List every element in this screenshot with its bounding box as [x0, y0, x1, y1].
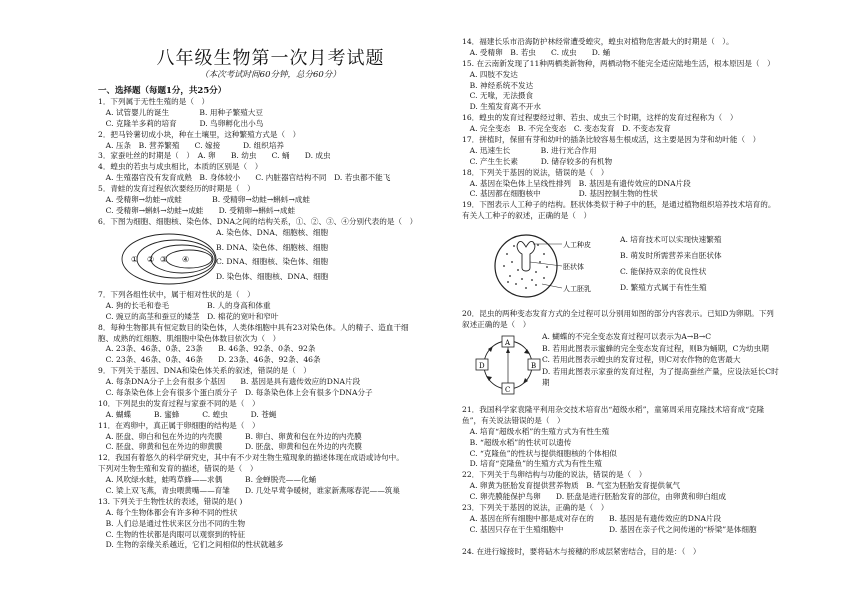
artificial-seed-diagram — [492, 232, 612, 300]
stage-label: B — [531, 362, 537, 370]
oval-label: ③ — [160, 255, 168, 264]
text-line: C. 生物的性状都是肉眼可以观察到的特征 — [98, 529, 246, 539]
text-line: 10．下列昆虫的发育过程与家蚕不同的是（ ） — [98, 398, 260, 408]
option: D. 染色体、细胞核、DNA、细胞 — [216, 271, 329, 281]
text-line: C. 豌豆的高茎和蚕豆的矮茎 D. 棉花的宽叶和窄叶 — [98, 311, 279, 321]
option: A. 染色体、DNA、细胞核、细胞 — [216, 228, 329, 237]
page-title: 八年级生物第一次月考试题 — [156, 48, 385, 69]
option: 期 — [542, 378, 550, 388]
option: D. 若用此图表示家蚕的发育过程，为了提高蚕丝产量，应设法延长C时 — [542, 366, 779, 376]
oval-label: ④ — [182, 255, 190, 264]
stage-label: D — [479, 362, 485, 370]
question-block-14-19 — [462, 37, 775, 222]
q6-options — [216, 226, 328, 284]
option: C. DNA、细胞核、染色体、细胞 — [216, 257, 329, 266]
text-line: A. 试管婴儿的诞生 B. 用种子繁殖大豆 — [98, 107, 263, 117]
text-line: D. 生物的亲缘关系越近，它们之间相似的性状就越多 — [98, 540, 284, 550]
text-line: 15. 在云南新发现了11种两栖类新物种，两栖动物不能完全适应陆地生活，根本原因是（ ） — [462, 58, 775, 68]
text-line: C. 产生生长素 D. 储存较多的有机物 — [462, 156, 613, 166]
text-line: A. 基因在染色体上呈线性排列 B. 基因是有遗传效应的DNA片段 — [462, 178, 691, 188]
text-line: 11．在鸡卵中，真正属于卵细胞的结构是（ ） — [98, 420, 260, 430]
text-line: 5．青蛙的发育过程依次要经历的时期是（ ） — [98, 184, 255, 194]
text-line: D. 培育“克隆鱼”的生殖方式为有性生殖 — [462, 459, 602, 469]
nested-ovals-diagram — [120, 232, 218, 286]
text-line: 叙述正确的是（ ） — [462, 319, 531, 329]
text-line: 2．把马铃薯切成小块，种在土壤里，这种繁殖方式是（ ） — [98, 129, 301, 139]
text-line: 4．蝗虫的若虫与成虫相比，本质的区别是（ ） — [98, 162, 263, 172]
text-line: 6．下图为细胞、细胞核、染色体、DNA之间的结构关系，①、②、③、④分别代表的是（ ） — [98, 216, 418, 226]
text-line: A. 基因在所有细胞中都是成对存在的 B. 基因是有遗传效应的DNA片段 — [462, 513, 722, 523]
text-line: 13. 下列关于生物性状的表述，错误的是( ) — [98, 496, 243, 506]
question-block-1-6 — [98, 97, 417, 228]
text-line: A. 狗的长毛和卷毛 B. 人的身高和体重 — [98, 300, 271, 310]
text-line: D. 生殖发育离不开水 — [462, 102, 541, 112]
text-line: A. 卵黄为胚胎发育提供营养物质 B. 气室为胚胎发育提供氧气 — [462, 481, 681, 491]
text-line: A. 生殖器官没有发育成熟 B. 身体较小 C. 内脏器官结构不同 D. 若虫都不能飞 — [98, 173, 391, 183]
text-line: 24. 在进行嫁接时，要将砧木与接穗的形成层紧密结合，目的是：（ ） — [462, 546, 701, 556]
stage-label: A — [505, 339, 511, 347]
text-line: A. 迅速生长 B. 进行光合作用 — [462, 145, 597, 155]
text-line: C. 梁上双飞燕，青虫喂黄嘴——育雏 D. 几处早莺争暖树，谁家新燕啄春泥——筑巢 — [98, 486, 400, 496]
option: A. 蝴蝶的不完全变态发育过程可以表示为A→B→C — [542, 332, 712, 341]
option: C. 能保持双亲的优良性状 — [620, 267, 707, 276]
text-line: 下列对生物生殖和发育的描述，错误的是（ ） — [98, 464, 258, 474]
text-line: C. 受精卵→蝌蚪→幼蛙→成蛙 D. 受精卵→蝌蚪→成蛙 — [98, 205, 296, 215]
text-line: 21．我国科学家袁隆平利用杂交技术培育出“超级水稻”，童第周采用克隆技术培育成“克隆 — [462, 405, 765, 414]
text-line: 鱼”，有关说法错误的是（ ） — [462, 415, 565, 425]
text-line: 23．下列关于基因的说法，正确的是（ ） — [462, 503, 609, 513]
text-line: C. 23条、46条、0条、46条 D. 23条、46条、92条、46条 — [98, 355, 321, 365]
q20-options — [542, 331, 779, 389]
text-line: 12．我国有着悠久的科学研究史，其中有不少对生物生殖现象的描述体现在成语或诗句中。 — [98, 453, 404, 463]
text-line: 14．福建长乐市沿海防护林经常遭受蝗灾，蝗虫对植物危害最大的时期是（ ）。 — [462, 37, 734, 46]
option: A. 培育技术可以实现快速繁殖 — [620, 235, 722, 244]
text-line: A. 蝴蝶 B. 蜜蜂 C. 蝗虫 D. 苍蝇 — [98, 409, 277, 419]
text-line: B. 人们总是通过性状来区分出不同的生物 — [98, 518, 246, 528]
text-line: A. 受精卵→幼蛙→成蛙 B. 受精卵→幼蛙→蝌蚪→成蛙 — [98, 195, 310, 205]
text-line: 有关人工种子的叙述，正确的是（ ） — [462, 211, 592, 221]
text-line: 20．昆虫的两种变态发育方式的全过程可以分别用如图的部分内容表示。已知D为卵期。下列 — [462, 309, 774, 318]
stage-label: C — [505, 386, 511, 394]
text-line: A. 每条DNA分子上会有很多个基因 B. 基因是具有遗传效应的DNA片段 — [98, 377, 361, 387]
section-heading: 一、选择题（每题1分，共25分） — [98, 86, 227, 96]
text-line: 22．下列关于鸟卵结构与功能的说法，错误的是（ ） — [462, 470, 647, 480]
oval-label: ① — [131, 255, 139, 264]
text-line: C. “克隆鱼”的性状与提供细胞核的个体相似 — [462, 448, 617, 458]
option: C. 若用此图表示蝗虫的发育过程，则C对农作物的危害最大 — [542, 355, 741, 365]
question-block-7-13 — [98, 290, 409, 551]
text-line: A. 胚盘、卵白和包在外边的内壳膜 B. 卵白、卵黄和包在外边的内壳膜 — [98, 431, 362, 441]
text-line: 胞、成熟的红细胞、肌细胞中染色体数目依次为（ ） — [98, 333, 281, 343]
text-line: 16．蝗虫的发育过程要经过卵、若虫、成虫三个时期，这样的发育过程称为（ ） — [462, 113, 738, 123]
text-line: C. 克隆羊多莉的培育 D. 鸟卵孵化出小鸟 — [98, 118, 264, 128]
insect-cycle-diagram — [472, 332, 544, 398]
text-line: 8．每种生物都具有恒定数目的染色体，人类体细胞中具有23对染色体。人的精子、造血干细 — [98, 322, 409, 332]
text-line: 9．下列关于基因、DNA和染色体关系的叙述，错误的是（ ） — [98, 366, 311, 376]
question-block-20 — [462, 309, 774, 331]
text-line: C. 基因都在细胞核中 D. 基因控制生物的性状 — [462, 189, 658, 199]
text-line: A. 完全变态 B. 不完全变态 C. 变态发育 D. 不变态发育 — [462, 124, 671, 134]
text-line: C. 每条染色体上会有很多个蛋白质分子 D. 每条染色体上会有很多个DNA分子 — [98, 388, 373, 398]
text-line: A. 受精卵 B. 若虫 C. 成虫 D. 蛹 — [462, 47, 611, 57]
option: B. 萌发时所需营养来自胚状体 — [620, 251, 722, 260]
text-line: 7．下列各组性状中，属于相对性状的是（ ） — [98, 290, 255, 299]
option: B. 若用此图表示蜜蜂的完全变态发育过程，则B为蛹期，C为幼虫期 — [542, 343, 769, 353]
text-line: C. 胚盘、卵黄和包在外边的卵黄膜 D. 胚盘、卵黄和包在外边的内壳膜 — [98, 442, 363, 452]
text-line: 19．下图表示人工种子的结构。胚状体类似于种子中的胚，是通过植物组织培养技术培育的。 — [462, 200, 776, 210]
option: D. 繁殖方式属于有性生殖 — [620, 283, 707, 292]
text-line: A. 培育“超级水稻”的生殖方式为有性生殖 — [462, 426, 610, 436]
text-line: A. 压条 B. 营养繁殖 C. 嫁接 D. 组织培养 — [98, 140, 285, 150]
text-line: A. 四肢不发达 — [462, 69, 518, 79]
diagram-label: 胚状体 — [563, 263, 584, 271]
text-line: 17．拼植时，保留有芽和幼叶的插条比较容易生根成活，这主要是因为芽和幼叶能（ ） — [462, 135, 761, 145]
text-line: C. 基因只存在于生殖细胞中 D. 基因在亲子代之间传递的“桥梁”是体细胞 — [462, 524, 757, 534]
question-block-21-24 — [462, 405, 764, 557]
text-line: 3．家蚕吐丝的时期是（ ） A. 卵 B. 幼虫 C. 蛹 D. 成虫 — [98, 151, 331, 161]
oval-label: ② — [147, 255, 155, 264]
text-line: B. “超级水稻”的性状可以遗传 — [462, 437, 572, 447]
diagram-label: 人工种皮 — [563, 241, 591, 249]
text-line: B. 神经系统不发达 — [462, 80, 534, 90]
text-line: A. 23条、46条、0条、23条 B. 46条、92条、0条、92条 — [98, 344, 316, 354]
text-line: 18．下列关于基因的说法，错误的是（ ） — [462, 167, 609, 177]
option: B. DNA、染色体、细胞核、细胞 — [216, 242, 329, 252]
text-line: A. 风吹绿水蛙，蛙鸣草蜂——求偶 B. 金蝉脱壳——化蛹 — [98, 475, 317, 485]
text-line: 1．下列属于无性生殖的是（ ） — [98, 97, 210, 106]
exam-subtitle: （本次考试时间60分钟，总分60分） — [200, 70, 341, 80]
text-line: C. 无喙，无法摄食 — [462, 91, 534, 101]
text-line: A. 每个生物体都会有许多种不同的性状 — [98, 507, 238, 517]
q19-options — [620, 232, 722, 296]
text-line: C. 卵壳膜能保护鸟卵 D. 胚盘是进行胚胎发育的部位，由卵黄和卵白组成 — [462, 492, 727, 502]
text-line — [462, 536, 764, 547]
diagram-label: 人工胚乳 — [563, 285, 591, 293]
